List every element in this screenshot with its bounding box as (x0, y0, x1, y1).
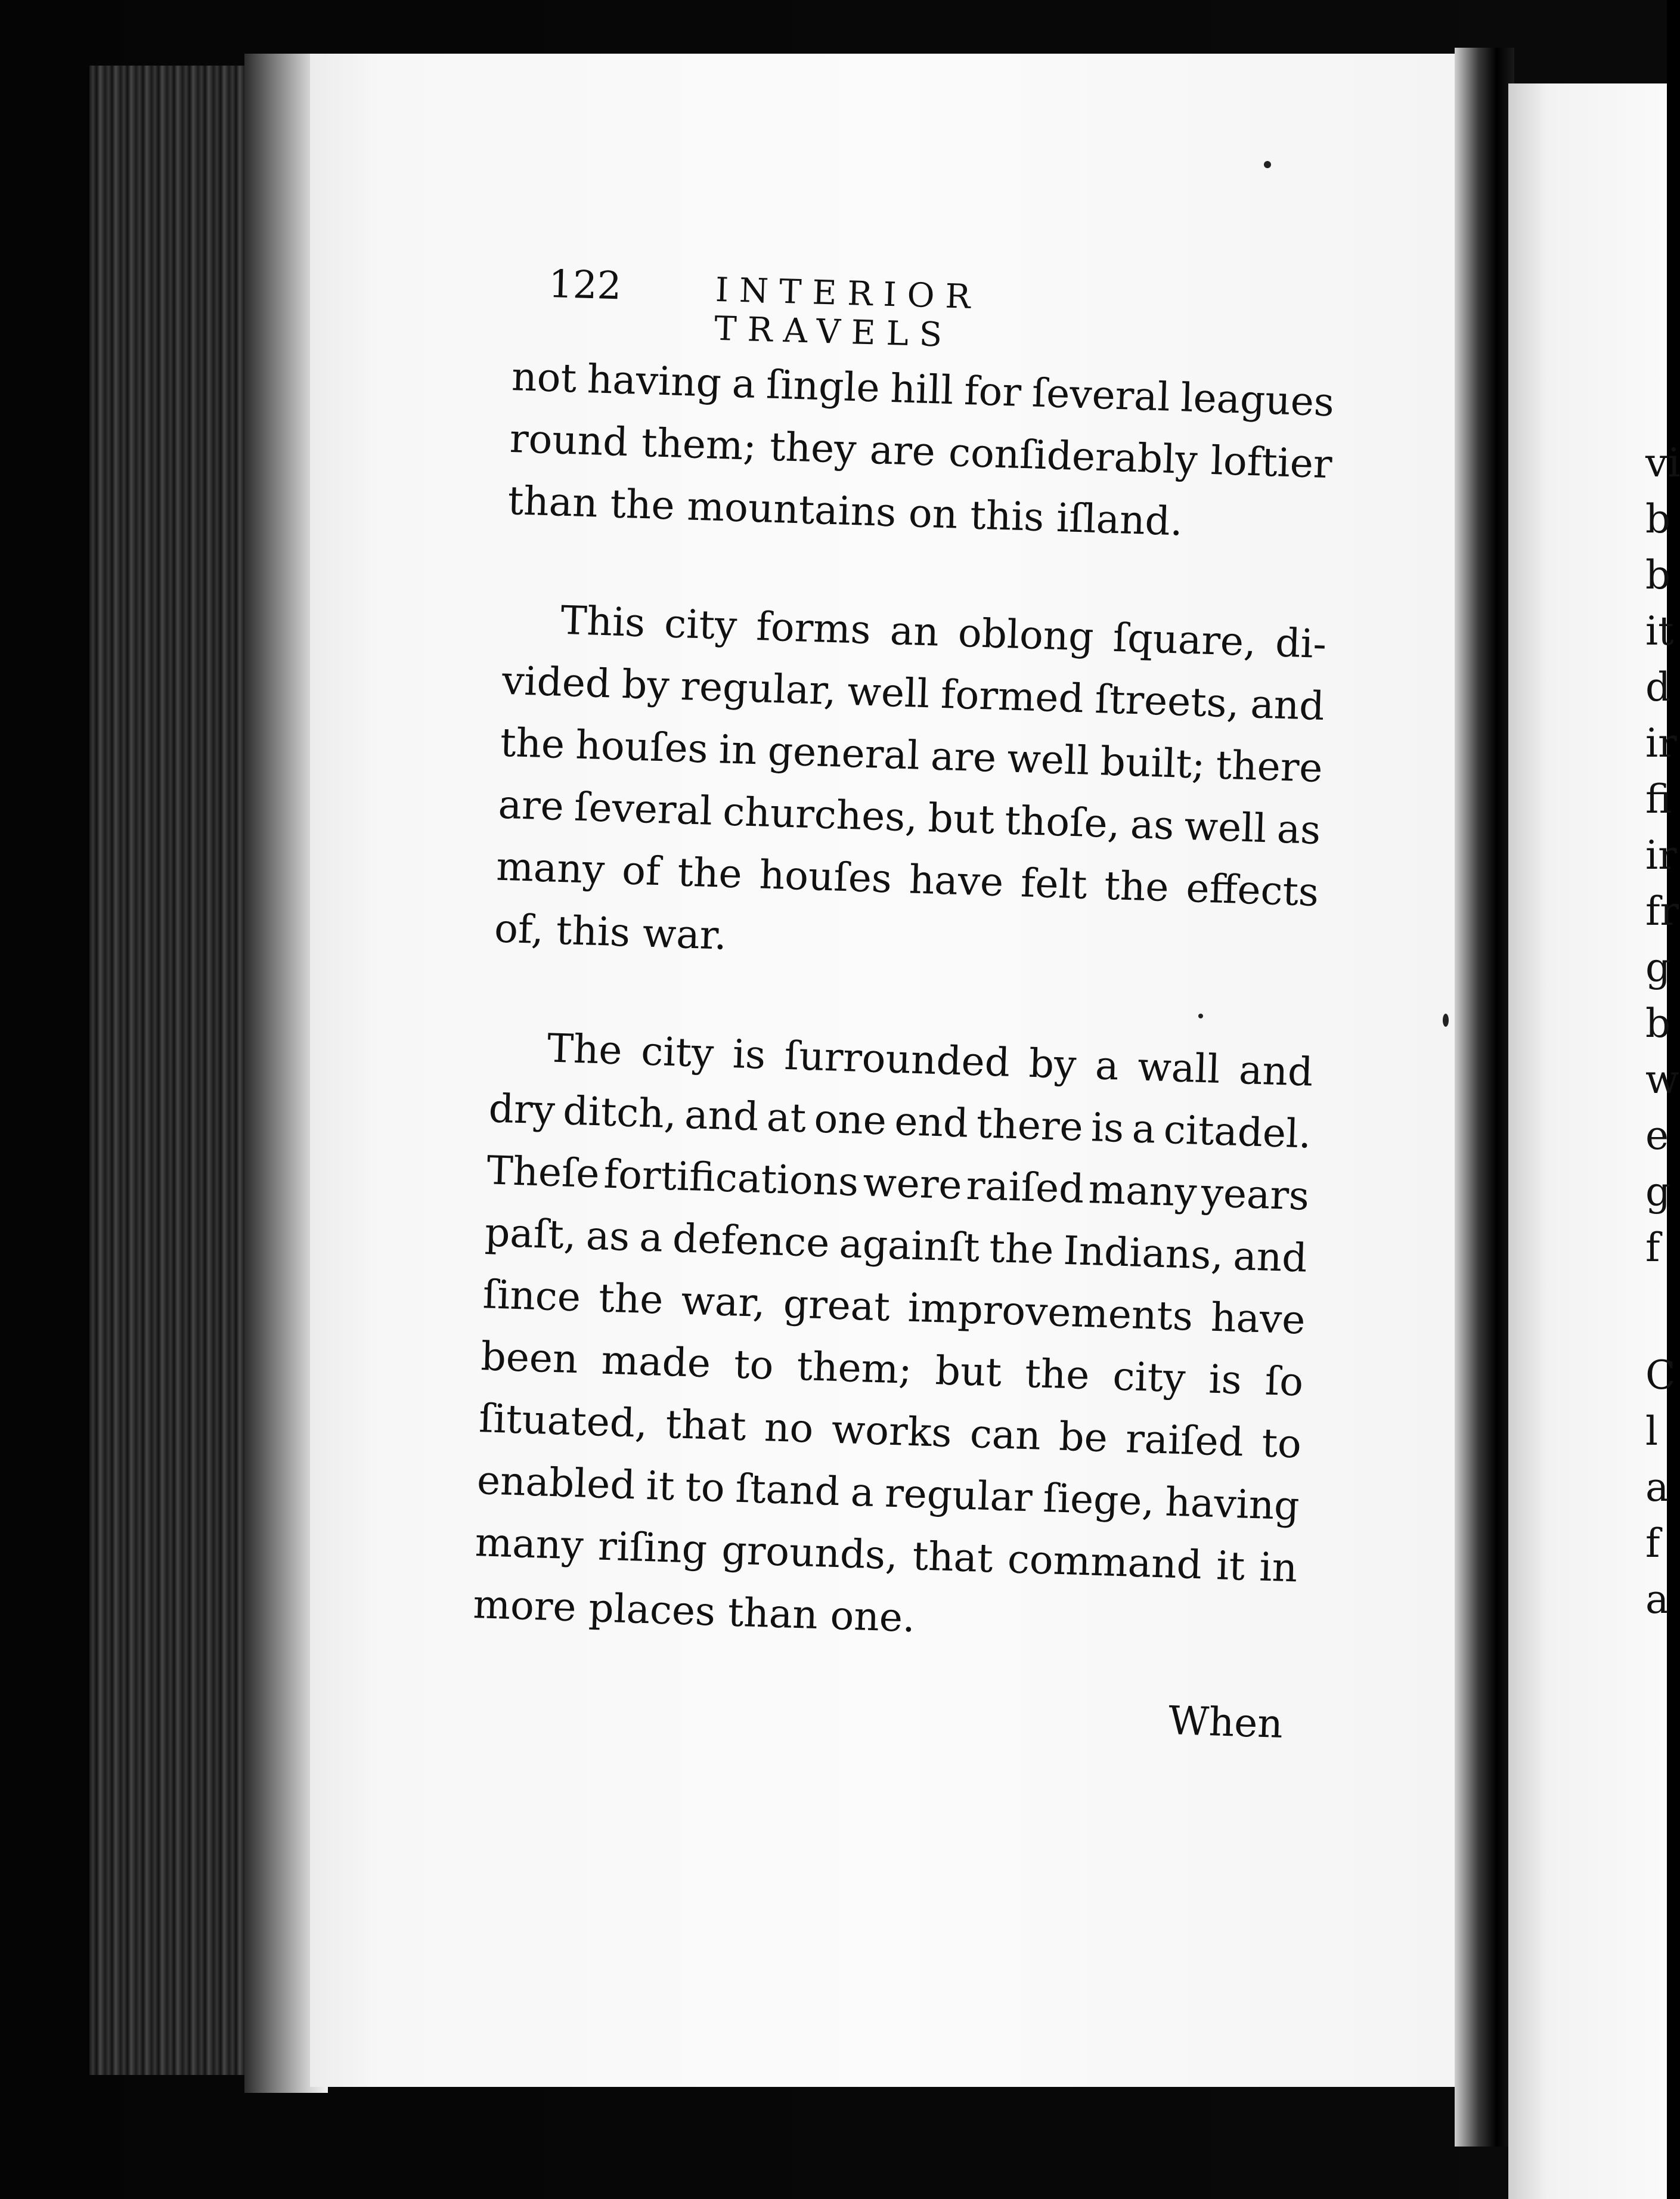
fragment: ir (1645, 720, 1677, 766)
fragment: g (1645, 1169, 1671, 1215)
text-line: The city is ſurrounded by a wall and (546, 1025, 1314, 1095)
fragment: b (1645, 1001, 1671, 1046)
fragment: w (1645, 1057, 1679, 1102)
text-line: been made to them; but the city is ſo (480, 1333, 1304, 1405)
fragment: fr (1645, 888, 1679, 934)
text-line: not having a ſingle hill for ſeveral leagues (511, 353, 1335, 426)
text-line: paſt, as a defence againſt the Indians, and (484, 1209, 1308, 1281)
fragment: C (1645, 1352, 1676, 1398)
text-line: Theſe fortifications were raiſed many years (486, 1147, 1310, 1219)
fragment: it (1645, 608, 1674, 654)
fragment: b (1645, 552, 1671, 598)
text-line: round them; they are conſiderably loftier (509, 415, 1333, 488)
fragment: f (1645, 1225, 1660, 1271)
fragment: a (1645, 1577, 1669, 1622)
fragment: fi (1645, 776, 1672, 822)
text-line: the houſes in general are well built; there (499, 719, 1323, 791)
book-gutter (1455, 48, 1514, 2147)
catchword: When (1167, 1698, 1284, 1747)
text-line: of, this war. (494, 905, 728, 959)
page-number: 122 (548, 262, 622, 309)
text-line: many riſing grounds, that command it in (474, 1519, 1298, 1591)
fragment: ir (1645, 832, 1677, 878)
header-title: INTERIOR TRAVELS (714, 270, 982, 355)
right-page (1508, 83, 1680, 2199)
fragment: l (1645, 1408, 1659, 1454)
ink-speck (1443, 1014, 1449, 1027)
fragment: b (1645, 496, 1671, 542)
ink-speck (1198, 1014, 1203, 1018)
text-line: vided by regular, well formed ſtreets, and (501, 657, 1325, 730)
page-edge-stack (89, 66, 244, 2075)
text-line: enabled it to ſtand a regular ſiege, having (476, 1457, 1300, 1529)
text-line: ſince the war, great improvements have (482, 1271, 1306, 1343)
ink-speck (1264, 161, 1271, 168)
text-line: are ſeveral churches, but thoſe, as well as (497, 781, 1322, 853)
fragment: a (1645, 1464, 1669, 1510)
text-line: than the mountains on this iſland. (507, 477, 1184, 545)
fragment: f (1645, 1520, 1660, 1566)
fragment: d (1645, 664, 1671, 710)
facing-page-fragments (1645, 435, 1680, 1628)
fragment: vi (1645, 440, 1680, 486)
text-line: more places than one. (472, 1581, 916, 1641)
text-line: ſituated, that no works can be raiſed to (478, 1395, 1302, 1467)
text-line: many of the houſes have felt the effects (495, 843, 1320, 915)
fragment: e (1645, 1113, 1669, 1159)
text-line: This city forms an oblong ſquare, di- (560, 597, 1328, 668)
text-line: dry ditch, and at one end there is a citadel. (488, 1085, 1312, 1157)
body-text (472, 346, 1335, 1661)
fragment: g (1645, 944, 1671, 990)
